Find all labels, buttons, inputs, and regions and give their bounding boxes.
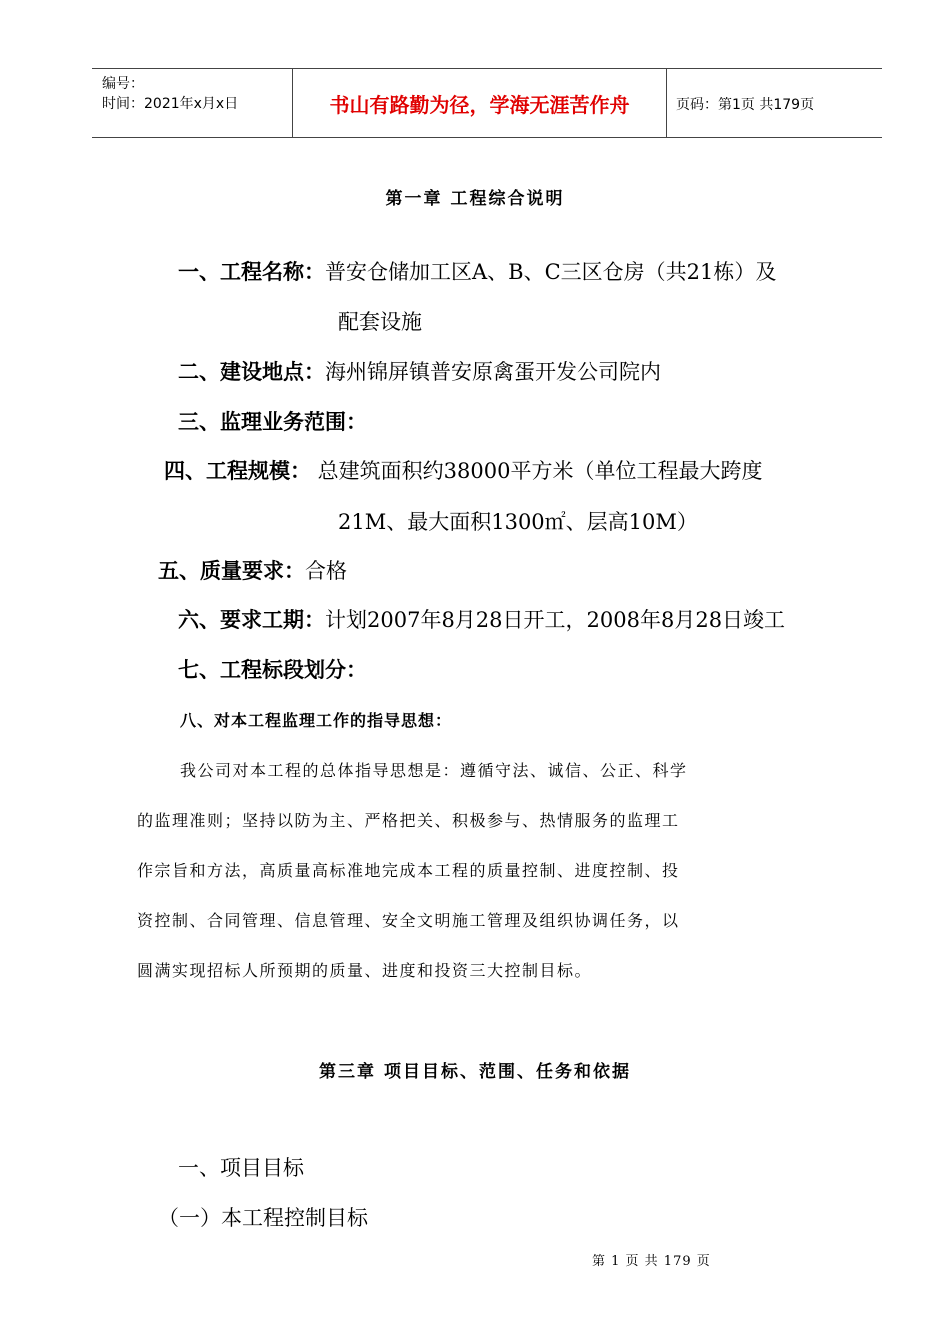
- item-label: 一、工程名称：: [178, 260, 325, 284]
- item-value: 合格: [305, 559, 347, 583]
- item-label: 三、监理业务范围：: [178, 410, 367, 434]
- header-motto-cell: [292, 69, 667, 137]
- paragraph-line: 资控制、合同管理、信息管理、安全文明施工管理及组织协调任务，以: [137, 911, 680, 930]
- item-value: 总建筑面积约38000平方米（单位工程最大跨度: [311, 459, 763, 483]
- section8-title: 八、对本工程监理工作的指导思想：: [180, 711, 453, 730]
- item-value: 海州锦屏镇普安原禽蛋开发公司院内: [325, 360, 661, 384]
- item-project-name-cont: 配套设施: [338, 310, 422, 334]
- item-quality: [158, 555, 347, 585]
- header-page-info: 页码：第1页 共179页: [676, 97, 815, 113]
- item-label: 五、质量要求：: [158, 559, 305, 583]
- code-label: 编号：: [102, 76, 144, 92]
- chapter1-title: 第一章 工程综合说明: [385, 189, 565, 209]
- item-location: [178, 356, 661, 386]
- chapter3-title: 第三章 项目目标、范围、任务和依据: [319, 1062, 631, 1082]
- item-schedule: [178, 604, 785, 634]
- item-scope: [178, 406, 367, 436]
- page-header: [92, 68, 882, 138]
- paragraph-line: 我公司对本工程的总体指导思想是：遵循守法、诚信、公正、科学: [180, 761, 688, 780]
- item-scale: [164, 455, 762, 485]
- item-value: 普安仓储加工区A、B、C三区仓房（共21栋）及: [325, 260, 777, 284]
- time-label: 时间：2021年x月x日: [102, 96, 239, 112]
- item-label: 六、要求工期：: [178, 608, 325, 632]
- paragraph-line: 圆满实现招标人所预期的质量、进度和投资三大控制目标。: [137, 961, 593, 980]
- item-project-name: [178, 256, 776, 286]
- heading-project-goal: 一、项目目标: [178, 1156, 304, 1180]
- paragraph-line: 作宗旨和方法，高质量高标准地完成本工程的质量控制、进度控制、投: [137, 861, 680, 880]
- motto: 书山有路勤为径，学海无涯苦作舟: [329, 93, 630, 117]
- item-value: 计划2007年8月28日开工，2008年8月28日竣工: [325, 608, 786, 632]
- item-label: 二、建设地点：: [178, 360, 325, 384]
- header-page-cell: [666, 69, 882, 137]
- header-meta-cell: [92, 69, 292, 137]
- item-sections: [178, 654, 367, 684]
- page-footer: 第 1 页 共 179 页: [592, 1254, 711, 1269]
- item-scale-cont: 21M、最大面积1300㎡、层高10M）: [338, 510, 698, 534]
- item-label: 四、工程规模：: [164, 459, 311, 483]
- item-label: 七、工程标段划分：: [178, 658, 367, 682]
- paragraph-line: 的监理准则；坚持以防为主、严格把关、积极参与、热情服务的监理工: [137, 811, 680, 830]
- heading-control-goal: （一）本工程控制目标: [158, 1206, 368, 1230]
